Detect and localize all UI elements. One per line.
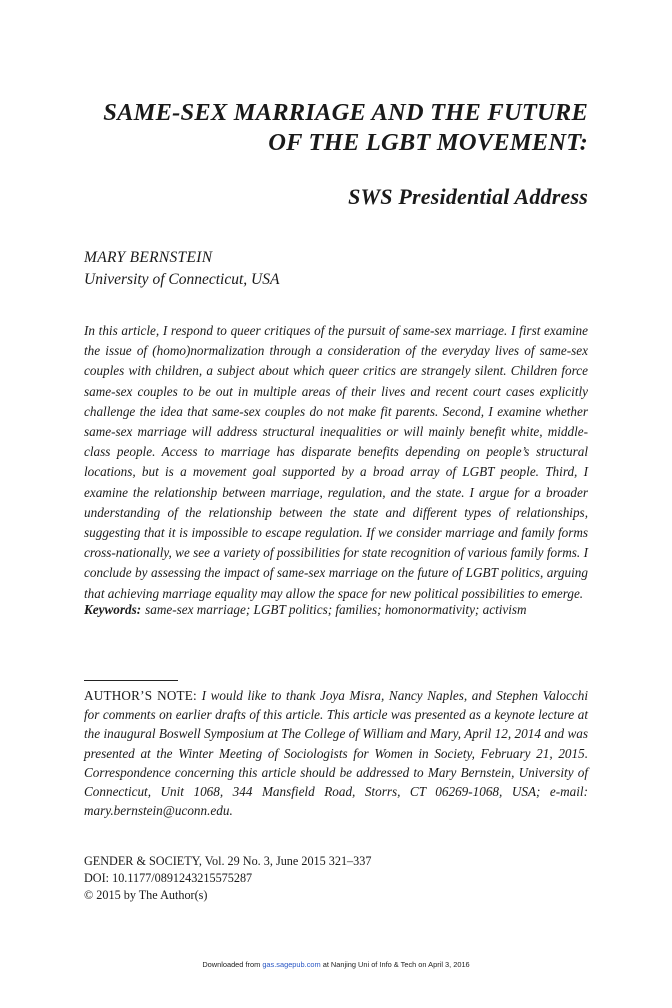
download-suffix: at Nanjing Uni of Info & Tech on April 3, 2016 [322, 960, 470, 969]
abstract: In this article, I respond to queer critiques of the pursuit of same-sex marriage. I first examine the issue of (homo)normalization through a consideration of the everyday lives of same-sex couples with children, a subject about which queer critics are strangely silent. Children force same-sex couples to be out in multiple areas of their lives and recent court cases explicitly challenge the idea that same-sex couples do not make fit parents. Second, I examine whether same-sex marriage will address structural inequalities or will mainly benefit white, middle-class people. Access to marriage has disparate benefits depending on people’s structural locations, but is a movement goal supported by a broad array of LGBT people. Third, I examine the relationship between marriage, regulation, and the state. I argue for a broader understanding of the relationship between the state and different types of relationships, suggesting that it is impossible to escape regulation. If we consider marriage and family forms cross-nationally, we see a variety of possibilities for state recognition of various family forms. I conclude by assessing the impact of same-sex marriage on the future of LGBT politics, arguing that achieving marriage equality may allow the space for new political possibilities to emerge. [84, 323, 588, 601]
download-prefix: Downloaded from [202, 960, 261, 969]
keywords-label: Keywords: [84, 602, 142, 617]
authors-note [84, 686, 588, 820]
authors-note-label: AUTHOR’S NOTE: [84, 688, 197, 703]
article-subtitle: SWS Presidential Address [348, 184, 588, 209]
download-link[interactable]: gas.sagepub.com [262, 960, 321, 969]
footnote-divider [84, 680, 178, 681]
keywords-text: same-sex marriage; LGBT politics; families; homonormativity; activism [145, 602, 527, 617]
author-affiliation: University of Connecticut, USA [84, 271, 280, 288]
article-title-line-2: OF THE LGBT MOVEMENT: [268, 129, 588, 156]
author-name: MARY BERNSTEIN [84, 249, 213, 266]
copyright: © 2015 by The Author(s) [84, 888, 208, 902]
journal-citation: GENDER & SOCIETY, Vol. 29 No. 3, June 2015 321–337 [84, 854, 372, 868]
authors-note-text: I would like to thank Joya Misra, Nancy Naples, and Stephen Valocchi for comments on earlier drafts of this article. This article was presented as a keynote lecture at the inaugural Boswell Symposium at The College of William and Mary, April 12, 2014 and was presented at the Winter Meeting of Sociologists for Women in Society, February 21, 2015. Correspondence concerning this article should be addressed to Mary Bernstein, University of Connecticut, Unit 1068, 344 Mansfield Road, Storrs, CT 06269-1068, USA; e-mail: mary.bernstein@uconn.edu. [84, 688, 589, 819]
article-title-line-1: SAME-SEX MARRIAGE AND THE FUTURE [103, 99, 588, 126]
download-notice [0, 960, 672, 969]
keywords [84, 600, 588, 620]
doi: DOI: 10.1177/0891243215575287 [84, 871, 253, 885]
